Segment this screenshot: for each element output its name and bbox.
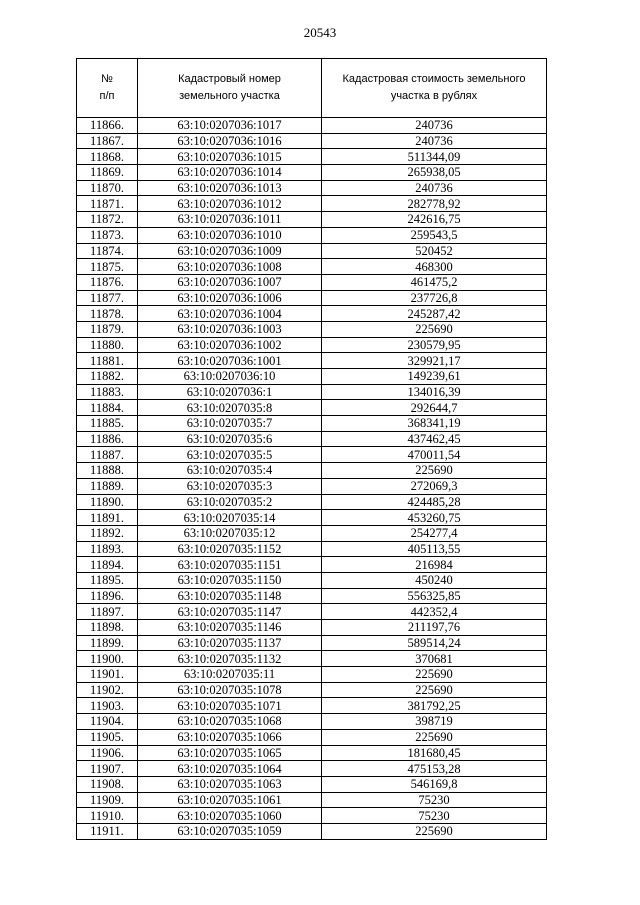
table-row [77, 478, 547, 494]
cadastral-number-cell: 63:10:0207035:7 [138, 416, 322, 432]
cadastral-number-cell: 63:10:0207035:1146 [138, 620, 322, 636]
cadastral-number-cell: 63:10:0207035:1152 [138, 541, 322, 557]
table-row [77, 212, 547, 228]
cadastral-value-cell: 240736 [322, 133, 547, 149]
cadastral-value-table [76, 58, 547, 840]
row-number-cell: 11875. [77, 259, 138, 275]
table-row [77, 243, 547, 259]
header-number-line-1: № [101, 73, 113, 85]
row-number-cell: 11905. [77, 729, 138, 745]
row-number-cell: 11897. [77, 604, 138, 620]
table-row [77, 149, 547, 165]
cadastral-value-cell: 240736 [322, 118, 547, 134]
cadastral-number-cell: 63:10:0207035:1137 [138, 635, 322, 651]
cadastral-value-cell: 398719 [322, 714, 547, 730]
cadastral-number-cell: 63:10:0207035:1150 [138, 572, 322, 588]
cadastral-number-cell: 63:10:0207035:1061 [138, 792, 322, 808]
row-number-cell: 11894. [77, 557, 138, 573]
cadastral-value-cell: 272069,3 [322, 478, 547, 494]
cadastral-value-cell: 453260,75 [322, 510, 547, 526]
header-number [77, 59, 138, 118]
cadastral-value-cell: 230579,95 [322, 337, 547, 353]
row-number-cell: 11887. [77, 447, 138, 463]
cadastral-number-cell: 63:10:0207035:1065 [138, 745, 322, 761]
page-number: 20543 [303, 25, 337, 40]
table-row [77, 227, 547, 243]
table-row [77, 133, 547, 149]
row-number-cell: 11890. [77, 494, 138, 510]
table-row [77, 525, 547, 541]
cadastral-value-cell: 240736 [322, 180, 547, 196]
table-row [77, 823, 547, 839]
table-row [77, 118, 547, 134]
cadastral-number-cell: 63:10:0207035:8 [138, 400, 322, 416]
table-row [77, 698, 547, 714]
cadastral-value-cell: 589514,24 [322, 635, 547, 651]
cadastral-value-cell: 468300 [322, 259, 547, 275]
table-row [77, 761, 547, 777]
cadastral-number-cell: 63:10:0207035:1132 [138, 651, 322, 667]
table-row [77, 557, 547, 573]
row-number-cell: 11866. [77, 118, 138, 134]
cadastral-number-cell: 63:10:0207036:1008 [138, 259, 322, 275]
cadastral-number-cell: 63:10:0207036:1001 [138, 353, 322, 369]
cadastral-value-cell: 442352,4 [322, 604, 547, 620]
row-number-cell: 11911. [77, 823, 138, 839]
cadastral-value-cell: 225690 [322, 463, 547, 479]
table-row [77, 384, 547, 400]
row-number-cell: 11903. [77, 698, 138, 714]
row-number-cell: 11885. [77, 416, 138, 432]
cadastral-number-cell: 63:10:0207036:1006 [138, 290, 322, 306]
row-number-cell: 11882. [77, 369, 138, 385]
cadastral-value-cell: 511344,09 [322, 149, 547, 165]
table-row [77, 165, 547, 181]
cadastral-number-cell: 63:10:0207036:1015 [138, 149, 322, 165]
cadastral-number-cell: 63:10:0207035:11 [138, 667, 322, 683]
row-number-cell: 11901. [77, 667, 138, 683]
row-number-cell: 11874. [77, 243, 138, 259]
table-row [77, 306, 547, 322]
cadastral-value-cell: 405113,55 [322, 541, 547, 557]
row-number-cell: 11902. [77, 682, 138, 698]
cadastral-number-cell: 63:10:0207035:1147 [138, 604, 322, 620]
row-number-cell: 11876. [77, 274, 138, 290]
cadastral-number-cell: 63:10:0207036:1013 [138, 180, 322, 196]
table-row [77, 682, 547, 698]
header-value-line-2: участка в рублях [390, 90, 478, 102]
cadastral-value-cell: 75230 [322, 792, 547, 808]
header-cadastral-line-2: земельного участка [179, 90, 280, 102]
table-row [77, 588, 547, 604]
table-row [77, 604, 547, 620]
table-row [77, 274, 547, 290]
table-row [77, 337, 547, 353]
row-number-cell: 11886. [77, 431, 138, 447]
table-row [77, 463, 547, 479]
row-number-cell: 11873. [77, 227, 138, 243]
row-number-cell: 11869. [77, 165, 138, 181]
cadastral-number-cell: 63:10:0207035:3 [138, 478, 322, 494]
row-number-cell: 11877. [77, 290, 138, 306]
cadastral-number-cell: 63:10:0207035:1066 [138, 729, 322, 745]
header-cadastral-value [322, 59, 547, 118]
row-number-cell: 11900. [77, 651, 138, 667]
row-number-cell: 11883. [77, 384, 138, 400]
table-row [77, 572, 547, 588]
cadastral-value-cell: 225690 [322, 682, 547, 698]
cadastral-number-cell: 63:10:0207035:5 [138, 447, 322, 463]
table-row [77, 290, 547, 306]
row-number-cell: 11867. [77, 133, 138, 149]
table-row [77, 792, 547, 808]
cadastral-value-cell: 181680,45 [322, 745, 547, 761]
cadastral-value-cell: 424485,28 [322, 494, 547, 510]
cadastral-number-cell: 63:10:0207036:1003 [138, 321, 322, 337]
table-row [77, 620, 547, 636]
row-number-cell: 11868. [77, 149, 138, 165]
table-row [77, 431, 547, 447]
row-number-cell: 11881. [77, 353, 138, 369]
row-number-cell: 11898. [77, 620, 138, 636]
cadastral-value-cell: 245287,42 [322, 306, 547, 322]
cadastral-value-cell: 134016,39 [322, 384, 547, 400]
cadastral-value-cell: 265938,05 [322, 165, 547, 181]
table-row [77, 745, 547, 761]
row-number-cell: 11909. [77, 792, 138, 808]
cadastral-number-cell: 63:10:0207035:6 [138, 431, 322, 447]
cadastral-value-cell: 149239,61 [322, 369, 547, 385]
cadastral-value-cell: 75230 [322, 808, 547, 824]
table-row [77, 447, 547, 463]
table-header [77, 59, 547, 118]
row-number-cell: 11904. [77, 714, 138, 730]
cadastral-value-cell: 461475,2 [322, 274, 547, 290]
cadastral-number-cell: 63:10:0207036:1010 [138, 227, 322, 243]
row-number-cell: 11908. [77, 776, 138, 792]
cadastral-value-cell: 254277,4 [322, 525, 547, 541]
cadastral-value-cell: 225690 [322, 729, 547, 745]
cadastral-number-cell: 63:10:0207036:1014 [138, 165, 322, 181]
header-cadastral-line-1: Кадастровый номер [178, 73, 281, 85]
cadastral-value-cell: 475153,28 [322, 761, 547, 777]
cadastral-value-cell: 520452 [322, 243, 547, 259]
cadastral-value-cell: 216984 [322, 557, 547, 573]
row-number-cell: 11879. [77, 321, 138, 337]
table-row [77, 714, 547, 730]
cadastral-value-cell: 225690 [322, 321, 547, 337]
table-row [77, 400, 547, 416]
table-row [77, 353, 547, 369]
cadastral-number-cell: 63:10:0207036:1002 [138, 337, 322, 353]
row-number-cell: 11871. [77, 196, 138, 212]
cadastral-number-cell: 63:10:0207035:1060 [138, 808, 322, 824]
table-row [77, 321, 547, 337]
header-number-line-2: п/п [99, 90, 115, 102]
row-number-cell: 11891. [77, 510, 138, 526]
cadastral-value-cell: 370681 [322, 651, 547, 667]
cadastral-value-cell: 282778,92 [322, 196, 547, 212]
cadastral-number-cell: 63:10:0207035:2 [138, 494, 322, 510]
header-row [77, 59, 547, 118]
table-row [77, 635, 547, 651]
cadastral-number-cell: 63:10:0207035:1071 [138, 698, 322, 714]
table-row [77, 541, 547, 557]
row-number-cell: 11880. [77, 337, 138, 353]
table-row [77, 510, 547, 526]
row-number-cell: 11878. [77, 306, 138, 322]
cadastral-number-cell: 63:10:0207036:1009 [138, 243, 322, 259]
cadastral-number-cell: 63:10:0207036:1007 [138, 274, 322, 290]
row-number-cell: 11907. [77, 761, 138, 777]
cadastral-value-cell: 546169,8 [322, 776, 547, 792]
cadastral-value-cell: 242616,75 [322, 212, 547, 228]
header-cadastral-number [138, 59, 322, 118]
row-number-cell: 11870. [77, 180, 138, 196]
row-number-cell: 11872. [77, 212, 138, 228]
row-number-cell: 11889. [77, 478, 138, 494]
cadastral-value-cell: 381792,25 [322, 698, 547, 714]
cadastral-value-cell: 450240 [322, 572, 547, 588]
table-row [77, 416, 547, 432]
table-row [77, 494, 547, 510]
cadastral-number-cell: 63:10:0207036:1012 [138, 196, 322, 212]
cadastral-number-cell: 63:10:0207036:1 [138, 384, 322, 400]
cadastral-number-cell: 63:10:0207035:1078 [138, 682, 322, 698]
table-row [77, 196, 547, 212]
cadastral-value-cell: 437462,45 [322, 431, 547, 447]
table-row [77, 729, 547, 745]
cadastral-value-cell: 211197,76 [322, 620, 547, 636]
row-number-cell: 11884. [77, 400, 138, 416]
cadastral-value-cell: 259543,5 [322, 227, 547, 243]
cadastral-number-cell: 63:10:0207035:14 [138, 510, 322, 526]
row-number-cell: 11893. [77, 541, 138, 557]
table-row [77, 259, 547, 275]
cadastral-number-cell: 63:10:0207036:1004 [138, 306, 322, 322]
cadastral-number-cell: 63:10:0207035:1068 [138, 714, 322, 730]
cadastral-number-cell: 63:10:0207036:1016 [138, 133, 322, 149]
cadastral-value-cell: 292644,7 [322, 400, 547, 416]
cadastral-value-cell: 368341,19 [322, 416, 547, 432]
cadastral-number-cell: 63:10:0207035:1064 [138, 761, 322, 777]
table-row [77, 180, 547, 196]
row-number-cell: 11896. [77, 588, 138, 604]
table-row [77, 808, 547, 824]
cadastral-number-cell: 63:10:0207035:4 [138, 463, 322, 479]
cadastral-number-cell: 63:10:0207035:1151 [138, 557, 322, 573]
cadastral-value-cell: 556325,85 [322, 588, 547, 604]
row-number-cell: 11910. [77, 808, 138, 824]
cadastral-value-cell: 225690 [322, 823, 547, 839]
table-row [77, 776, 547, 792]
row-number-cell: 11888. [77, 463, 138, 479]
cadastral-number-cell: 63:10:0207035:1059 [138, 823, 322, 839]
cadastral-value-cell: 237726,8 [322, 290, 547, 306]
cadastral-number-cell: 63:10:0207036:1017 [138, 118, 322, 134]
table-row [77, 667, 547, 683]
row-number-cell: 11892. [77, 525, 138, 541]
row-number-cell: 11906. [77, 745, 138, 761]
header-value-line-1: Кадастровая стоимость земельного [342, 73, 526, 85]
cadastral-number-cell: 63:10:0207035:1148 [138, 588, 322, 604]
cadastral-value-cell: 470011,54 [322, 447, 547, 463]
table-row [77, 369, 547, 385]
cadastral-number-cell: 63:10:0207035:1063 [138, 776, 322, 792]
cadastral-value-cell: 329921,17 [322, 353, 547, 369]
cadastral-number-cell: 63:10:0207036:10 [138, 369, 322, 385]
table-body [77, 118, 547, 840]
table-row [77, 651, 547, 667]
row-number-cell: 11895. [77, 572, 138, 588]
cadastral-number-cell: 63:10:0207036:1011 [138, 212, 322, 228]
cadastral-number-cell: 63:10:0207035:12 [138, 525, 322, 541]
cadastral-value-cell: 225690 [322, 667, 547, 683]
row-number-cell: 11899. [77, 635, 138, 651]
